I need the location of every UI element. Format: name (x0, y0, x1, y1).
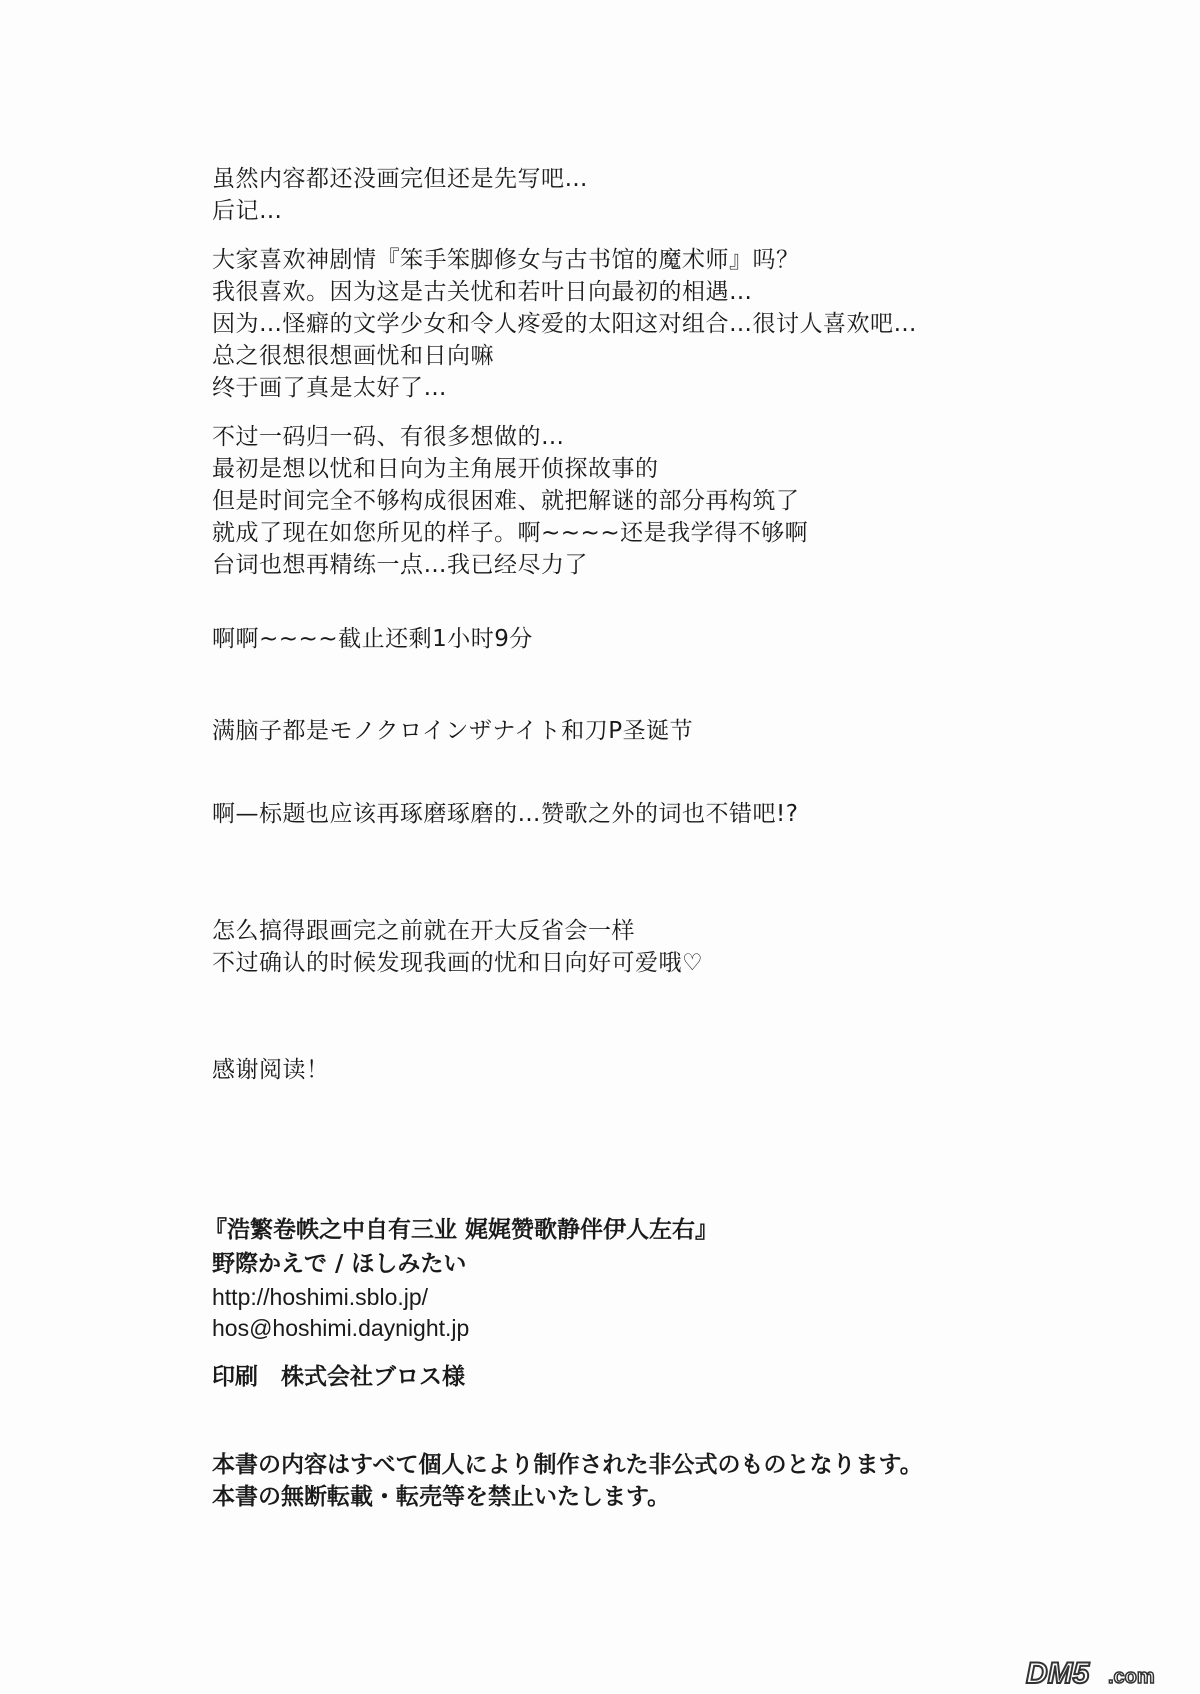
afterword-line: 大家喜欢神剧情『笨手笨脚修女与古书馆的魔术师』吗？ (212, 247, 800, 273)
afterword-line: 我很喜欢。因为这是古关忧和若叶日向最初的相遇… (212, 279, 753, 305)
afterword-line: 啊啊~~~~截止还剩1小时9分 (212, 626, 533, 652)
afterword-thanks: 感谢阅读！ (212, 1057, 330, 1083)
afterword-line: 就成了现在如您所见的样子。啊~~~~还是我学得不够啊 (212, 520, 809, 546)
afterword-line: 但是时间完全不够构成很困难、就把解谜的部分再构筑了 (212, 488, 800, 514)
afterword-line: 啊—标题也应该再琢磨琢磨的…赞歌之外的词也不错吧!? (212, 801, 799, 827)
colophon-author: 野際かえで / ほしみたい (212, 1251, 467, 1277)
colophon-notice: 本書の無断転載・転売等を禁止いたします。 (212, 1484, 671, 1510)
afterword-line: 不过一码归一码、有很多想做的… (212, 424, 565, 450)
colophon-notice: 本書の内容はすべて個人により制作された非公式のものとなります。 (212, 1452, 923, 1478)
afterword-line: 怎么搞得跟画完之前就在开大反省会一样 (212, 918, 635, 944)
colophon-url: http://hoshimi.sblo.jp/ (212, 1284, 429, 1310)
watermark-suffix: .com (1108, 1666, 1155, 1688)
dm5-watermark-logo (1022, 1654, 1192, 1690)
afterword-line: 不过确认的时候发现我画的忧和日向好可爱哦♡ (212, 950, 704, 976)
afterword-line: 台词也想再精练一点…我已经尽力了 (212, 552, 588, 578)
afterword-heading: 后记… (212, 198, 283, 224)
watermark-text: DM5 (1026, 1657, 1090, 1690)
afterword-line: 因为…怪癖的文学少女和令人疼爱的太阳这对组合…很讨人喜欢吧… (212, 311, 917, 337)
afterword-line: 终于画了真是太好了… (212, 375, 447, 401)
afterword-line: 总之很想很想画忧和日向嘛 (212, 343, 494, 369)
colophon-title: 『浩繁卷帙之中自有三业 娓娓赞歌静伴伊人左右』 (204, 1217, 719, 1243)
afterword-line: 虽然内容都还没画完但还是先写吧… (212, 166, 588, 192)
colophon-printer: 印刷 株式会社ブロス様 (212, 1364, 465, 1390)
afterword-line: 最初是想以忧和日向为主角展开侦探故事的 (212, 456, 659, 482)
afterword-line: 满脑子都是モノクロインザナイト和刀P圣诞节 (212, 718, 694, 744)
colophon-email: hos@hoshimi.daynight.jp (212, 1315, 470, 1341)
